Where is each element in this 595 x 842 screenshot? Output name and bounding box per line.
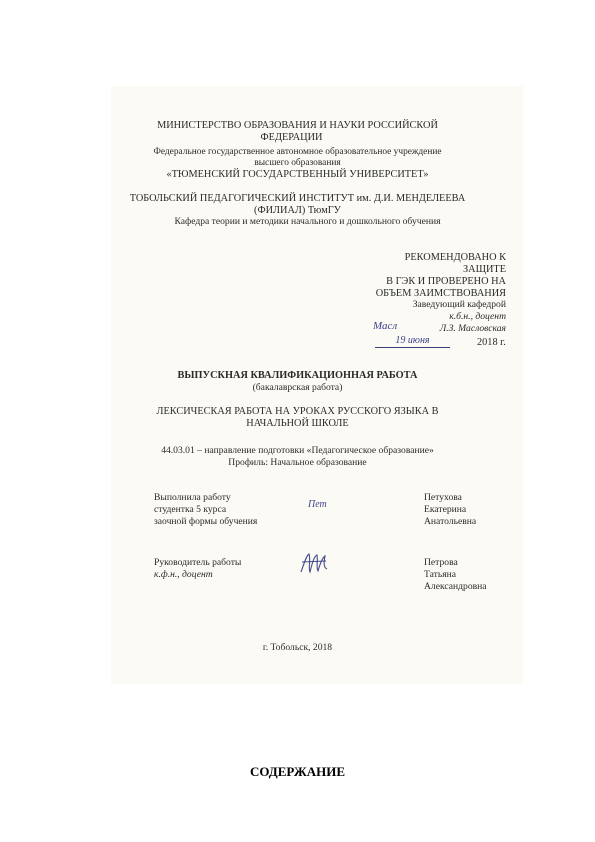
supervisor-patronymic: Александровна (424, 581, 487, 592)
supervisor-label-line-2: к.ф.н., доцент (154, 569, 213, 580)
work-title-line-2: НАЧАЛЬНОЙ ШКОЛЕ (246, 418, 349, 429)
approval-year: 2018 г. (477, 337, 506, 348)
supervisor-label-line-1: Руководитель работы (154, 557, 242, 568)
author-label-line-3: заочной формы обучения (154, 516, 258, 527)
institute-line-1: ТОБОЛЬСКИЙ ПЕДАГОГИЧЕСКИЙ ИНСТИТУТ им. Д.И. МЕНДЕЛЕЕВА (129, 193, 466, 204)
author-signature: Пет (308, 499, 327, 510)
university-name: «ТЮМЕНСКИЙ ГОСУДАРСТВЕННЫЙ УНИВЕРСИТЕТ» (166, 169, 429, 180)
author-surname: Петухова (424, 492, 462, 503)
author-label-line-2: студентка 5 курса (154, 504, 227, 515)
author-patronymic: Анатольевна (424, 516, 477, 527)
institute-line-2: (ФИЛИАЛ) ТюмГУ (254, 205, 341, 216)
approval-date-handwritten: 19 июня (375, 335, 450, 348)
supervisor-signature (298, 550, 330, 576)
city-year: г. Тобольск, 2018 (262, 642, 333, 653)
head-degree: к.б.н., доцент (449, 311, 506, 322)
approval-line-4: ОБЪЕМ ЗАИМСТВОВАНИЯ (375, 288, 506, 299)
author-name: Екатерина (424, 504, 467, 515)
head-name: Л.З. Масловская (439, 323, 506, 334)
federal-line-1: Федеральное государственное автономное образовательное учреждение (153, 147, 442, 157)
approval-line-1: РЕКОМЕНДОВАНО К (404, 252, 506, 263)
study-direction: 44.03.01 – направление подготовки «Педагогическое образование» (161, 445, 434, 456)
work-type: ВЫПУСКНАЯ КВАЛИФИКАЦИОННАЯ РАБОТА (177, 370, 418, 381)
department-name: Кафедра теории и методики начального и дошкольного обучения (174, 216, 441, 227)
author-label-line-1: Выполнила работу (154, 492, 231, 503)
approval-line-3: В ГЭК И ПРОВЕРЕНО НА (386, 276, 506, 287)
head-handwritten-signature: Масл (373, 320, 398, 332)
ministry-line-2: ФЕДЕРАЦИИ (260, 132, 323, 143)
ministry-line-1: МИНИСТЕРСТВО ОБРАЗОВАНИЯ И НАУКИ РОССИЙСКОЙ (157, 120, 438, 131)
work-subtype: (бакалаврская работа) (252, 382, 343, 393)
contents-heading: СОДЕРЖАНИЕ (249, 764, 346, 779)
supervisor-name: Татьяна (424, 569, 457, 580)
approval-line-2: ЗАЩИТЕ (463, 264, 506, 275)
head-title: Заведующий кафедрой (412, 299, 506, 310)
supervisor-surname: Петрова (424, 557, 458, 568)
work-title-line-1: ЛЕКСИЧЕСКАЯ РАБОТА НА УРОКАХ РУССКОГО ЯЗЫКА В (156, 406, 439, 417)
study-profile: Профиль: Начальное образование (228, 457, 367, 468)
federal-line-2: высшего образования (254, 158, 341, 168)
